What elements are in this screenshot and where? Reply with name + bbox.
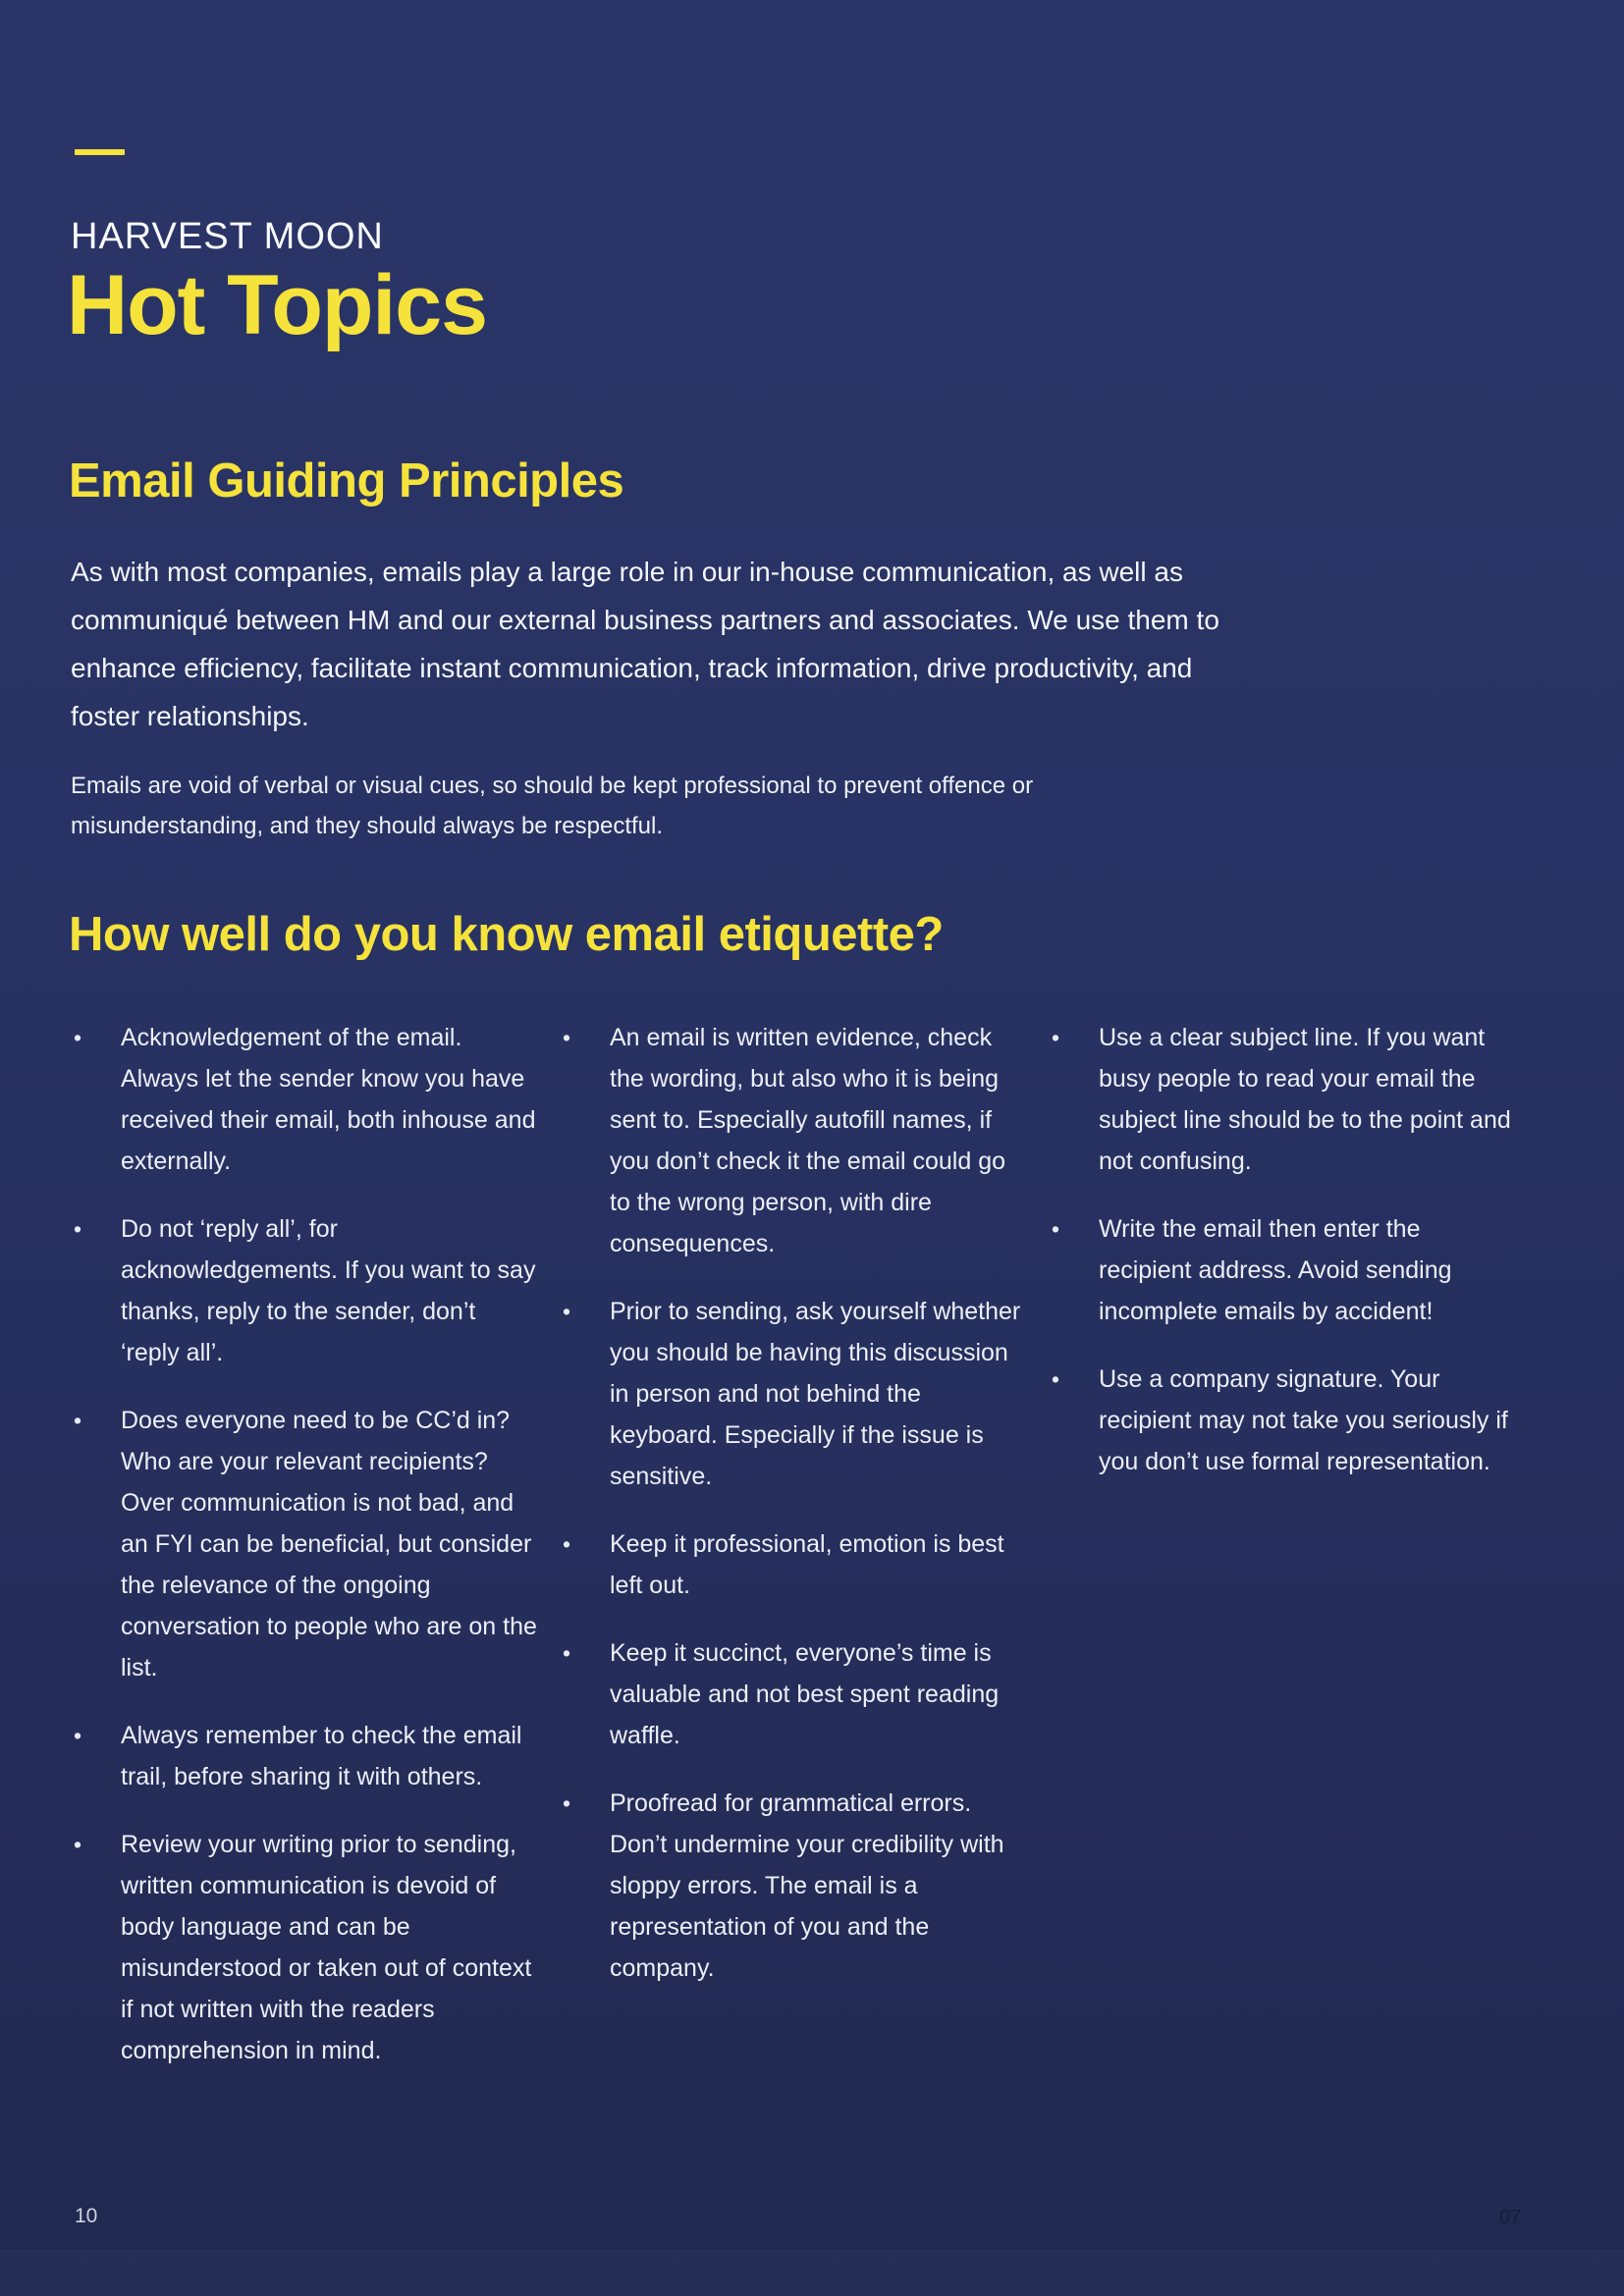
section-heading-etiquette: How well do you know email etiquette?	[69, 908, 944, 961]
etiquette-columns	[74, 1017, 1556, 2098]
bullet-icon: •	[1052, 1216, 1060, 1242]
etiquette-column-2	[563, 1017, 1026, 2098]
list-item	[74, 1208, 537, 1373]
section-heading-principles: Email Guiding Principles	[69, 454, 624, 507]
bullet-icon: •	[74, 1723, 82, 1748]
bullet-icon: •	[74, 1216, 82, 1242]
bullet-icon: •	[74, 1832, 82, 1857]
list-item	[1052, 1017, 1515, 1182]
bullet-text: Write the email then enter the recipient address. Avoid sending incomplete emails by accident!	[1099, 1215, 1452, 1325]
bullet-icon: •	[563, 1640, 571, 1666]
footer-band	[0, 2249, 1624, 2296]
bullet-icon: •	[563, 1531, 571, 1557]
bullet-text: Always remember to check the email trail, before sharing it with others.	[121, 1722, 522, 1790]
list-item	[1052, 1359, 1515, 1482]
principles-note-paragraph: Emails are void of verbal or visual cues, so should be kept professional to prevent offence or misunderstanding, and they should always be respectful.	[71, 773, 1034, 839]
list-item	[74, 1400, 537, 1688]
bullet-icon: •	[74, 1025, 82, 1050]
bullet-text: Keep it professional, emotion is best left out.	[610, 1530, 1004, 1599]
bullet-text: Review your writing prior to sending, written communication is devoid of body language and can be misunderstood or taken out of context if not written with the readers comprehension in mind.	[121, 1831, 532, 2064]
etiquette-column-1	[74, 1017, 537, 2098]
bullet-icon: •	[1052, 1366, 1060, 1392]
bullet-text: Acknowledgement of the email. Always let the sender know you have received their email, both inhouse and externally.	[121, 1024, 536, 1175]
bullet-text: Use a company signature. Your recipient may not take you seriously if you don’t use formal representation.	[1099, 1365, 1508, 1475]
bullet-text: An email is written evidence, check the wording, but also who it is being sent to. Especially autofill names, if you don’t check it the email could go to the wrong person, with dire consequences.	[610, 1024, 1006, 1257]
bullet-icon: •	[563, 1299, 571, 1324]
page-title: Hot Topics	[67, 258, 487, 352]
accent-dash	[75, 149, 125, 155]
bullet-text: Keep it succinct, everyone’s time is valuable and not best spent reading waffle.	[610, 1639, 1000, 1749]
bullet-text: Does everyone need to be CC’d in? Who are your relevant recipients? Over communication is not bad, and an FYI can be beneficial, but consider the relevance of the ongoing conversation to people who are on the list.	[121, 1407, 537, 1682]
list-item	[74, 1017, 537, 1182]
list-item	[563, 1017, 1026, 1264]
page-number-faint: 07	[1499, 2207, 1522, 2228]
bullet-icon: •	[563, 1790, 571, 1816]
brand-eyebrow: HARVEST MOON	[71, 216, 384, 257]
bullet-icon: •	[74, 1408, 82, 1433]
list-item	[74, 1824, 537, 2071]
list-item	[563, 1783, 1026, 1989]
bullet-icon: •	[563, 1025, 571, 1050]
bullet-icon: •	[1052, 1025, 1060, 1050]
principles-lead-paragraph: As with most companies, emails play a large role in our in-house communication, as well as communiqué between HM and our external business partners and associates. We use them to enhance efficiency, facilitate instant communication, track information, drive productivity, and foster relationships.	[71, 557, 1219, 731]
bullet-text: Do not ‘reply all’, for acknowledgements. If you want to say thanks, reply to the sender, don’t ‘reply all’.	[121, 1215, 536, 1366]
list-item	[563, 1291, 1026, 1497]
list-item	[563, 1632, 1026, 1756]
etiquette-column-3	[1052, 1017, 1515, 2098]
list-item	[563, 1523, 1026, 1606]
page-number: 10	[75, 2205, 98, 2227]
bullet-text: Use a clear subject line. If you want busy people to read your email the subject line should be to the point and not confusing.	[1099, 1024, 1511, 1175]
bullet-text: Prior to sending, ask yourself whether you should be having this discussion in person and not behind the keyboard. Especially if the issue is sensitive.	[610, 1298, 1021, 1490]
list-item	[74, 1715, 537, 1797]
bullet-text: Proofread for grammatical errors. Don’t undermine your credibility with sloppy errors. The email is a representation of you and the company.	[610, 1789, 1004, 1982]
list-item	[1052, 1208, 1515, 1332]
